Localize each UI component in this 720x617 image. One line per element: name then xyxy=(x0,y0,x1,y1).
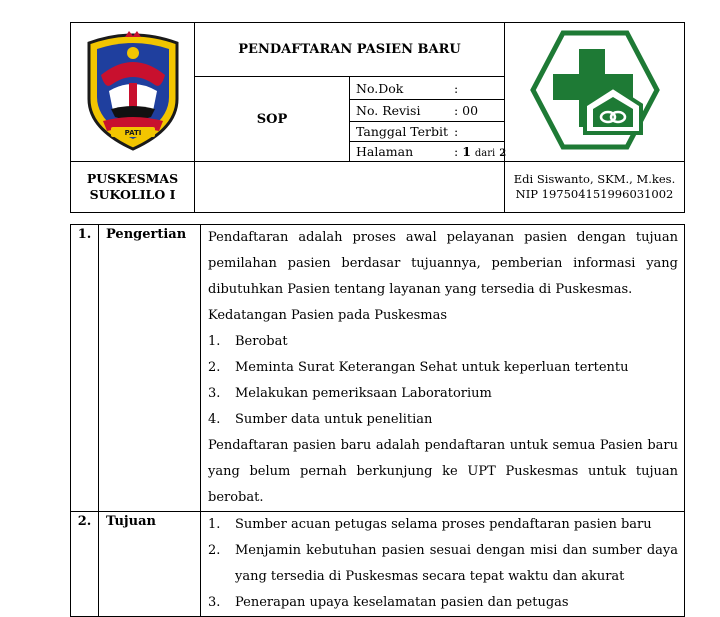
section-row xyxy=(71,225,685,512)
organization-name xyxy=(71,162,195,213)
tanggal-terbit-value: : xyxy=(454,124,459,139)
sop-label: SOP xyxy=(195,77,350,162)
list-item: 4. Sumber data untuk penelitian xyxy=(208,412,433,427)
section-title: Tujuan xyxy=(99,512,201,617)
tanggal-terbit-label: Tanggal Terbit xyxy=(356,124,449,139)
list-item: 3. Melakukan pemeriksaan Laboratorium xyxy=(208,386,492,401)
puskesmas-logo-icon xyxy=(529,29,661,151)
document-title: PENDAFTARAN PASIEN BARU xyxy=(195,23,505,77)
list-item: 2. Menjamin kebutuhan pasien sesuai dengan misi dan sumber daya yang tersedia di Puskesmas secara tepat waktu dan akurat xyxy=(208,543,678,584)
section-intro: Pendaftaran adalah proses awal pelayanan pasien dengan tujuan pemilahan pasien berdasar tujuannya, pemberian informasi yang dibutuhkan Pasien tentang layanan yang tersedia di Puskesmas. xyxy=(208,230,678,297)
list-item: 2. Meminta Surat Keterangan Sehat untuk keperluan tertentu xyxy=(208,360,629,375)
org-line1: PUSKESMAS xyxy=(86,171,179,186)
halaman-label: Halaman xyxy=(356,144,414,159)
section-body xyxy=(201,225,685,512)
no-dok-row xyxy=(350,77,505,100)
list-item: 1. Berobat xyxy=(208,334,288,349)
list-item: 1. Sumber acuan petugas selama proses pendaftaran pasien baru xyxy=(208,517,652,532)
section-title: Pengertian xyxy=(99,225,201,512)
halaman-page: 1 xyxy=(462,144,471,159)
no-revisi-value: : 00 xyxy=(454,103,479,118)
section-subheading: Kedatangan Pasien pada Puskesmas xyxy=(208,308,448,323)
regional-logo-cell xyxy=(71,23,195,162)
no-revisi-row xyxy=(350,100,505,122)
regional-logo-text: PATI xyxy=(124,129,141,137)
signer-block xyxy=(505,162,685,213)
halaman-of: dari xyxy=(474,148,496,159)
section-number: 2. xyxy=(71,512,99,617)
no-dok-label: No.Dok xyxy=(356,80,404,96)
halaman-row xyxy=(350,142,505,162)
list-item: 3. Penerapan upaya keselamatan pasien dan petugas xyxy=(208,595,569,610)
signer-name: Edi Siswanto, SKM., M.kes. xyxy=(513,172,676,186)
pati-regency-shield-icon xyxy=(81,29,185,151)
blank-cell xyxy=(195,162,505,213)
halaman-colon: : xyxy=(454,144,459,159)
section-row xyxy=(71,512,685,617)
tanggal-terbit-row xyxy=(350,122,505,142)
section-closing: Pendaftaran pasien baru adalah pendaftaran untuk semua Pasien baru yang belum pernah berkunjung ke UPT Puskesmas untuk tujuan berobat. xyxy=(208,438,678,505)
sop-header-table xyxy=(70,22,685,213)
no-dok-value: : xyxy=(454,80,459,96)
section-body xyxy=(201,512,685,617)
puskesmas-logo-cell xyxy=(505,23,685,162)
section-number: 1. xyxy=(71,225,99,512)
halaman-total: 2 xyxy=(499,148,507,159)
sop-content-table xyxy=(70,224,685,617)
org-line2: SUKOLILO I xyxy=(89,187,176,202)
no-revisi-label: No. Revisi xyxy=(356,103,421,118)
signer-nip: NIP 197504151996031002 xyxy=(515,187,674,201)
